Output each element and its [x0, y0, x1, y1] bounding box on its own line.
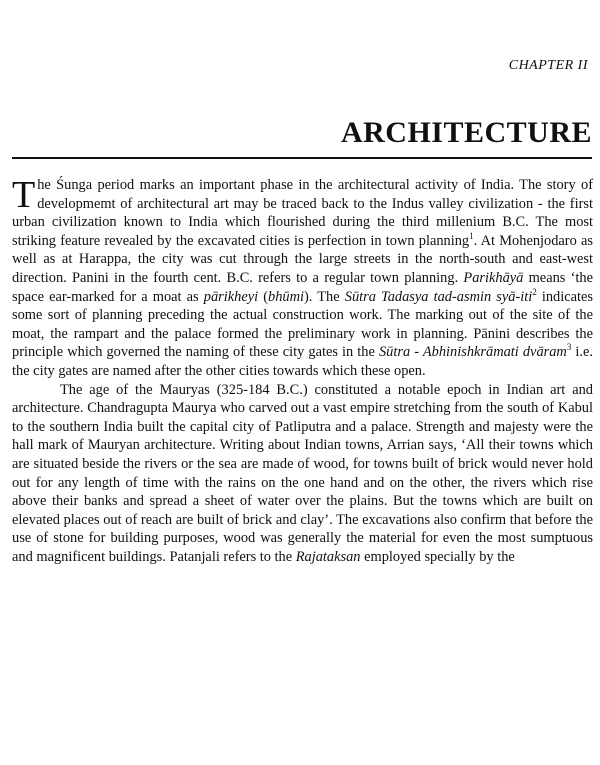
text-run: ( — [258, 288, 269, 305]
title-divider — [12, 157, 592, 159]
text-run: indicates some sort of planning preceding the actual construction work. The marking out of the site of the moat, the rampart and the palace formed the preliminary work in planning. Pānini describes the principle which governed the naming of these city gates in the — [12, 288, 594, 361]
text-run: he Śunga period marks an important phase in the architectural activity of India. The story of developmemt of architectural art may be traced back to the Indus valley civilization - the first urban civilization known to India which flourished during the third millenium B.C. The most striking feature revealed by the excavated cities is perfection in town planning — [12, 177, 593, 249]
italic-term: Parikhāyā — [463, 269, 524, 286]
drop-cap: T — [12, 174, 36, 216]
text-run: employed specially by the — [360, 548, 515, 565]
text-run: . At Mohenjodaro as well as at Harappa, the city was cut through the large streets in the north-south and east-west direction. Panini in the fourth cent. B.C. refers to a regular town planning. — [12, 232, 593, 286]
footnote-marker: 1 — [469, 230, 474, 241]
italic-term: pārikheyi — [203, 288, 259, 305]
paragraph-2 — [12, 381, 593, 567]
text-run: means ‘the space ear-marked for a moat as — [12, 269, 593, 305]
italic-term: Sūtra - Abhinishkrāmati dvāram — [378, 344, 567, 361]
footnote-marker: 3 — [566, 342, 572, 353]
text-run: i.e. the city gates are named after the other cities towards which these open. — [12, 344, 593, 379]
italic-term: Sūtra Tadasya tad-asmin syā-iti — [344, 288, 533, 305]
chapter-title: ARCHITECTURE — [340, 116, 592, 149]
footnote-marker: 2 — [532, 286, 537, 297]
italic-term: Rajataksan — [295, 548, 361, 565]
paragraph-1 — [12, 176, 593, 381]
text-run: The age of the Mauryas (325-184 B.C.) constituted a notable epoch in Indian art and architecture. Chandragupta Maurya who carved out a vast empire stretching from the south of Kabul to the southern India built the capital city of Patliputra and a palace. Strength and majesty were the hall mark of Mauryan architecture. Writing about Indian towns, Arrian says, ‘All their towns which are situated beside the rivers or the sea are made of wood, for towns built of brick would never hold out for any length of time with the rains on the one hand and on the other, the rivers which rise above their banks and spread a sheet of water over the plains. But the towns which are built on elevated places out of reach are built of brick and clay’. The excavations also confirm that before the use of stone for building purposes, wood was generally the material for even the most sumptuous and magnificent buildings. Patanjali refers to the — [12, 381, 593, 565]
text-run: ). The — [304, 288, 345, 305]
chapter-label: CHAPTER II — [508, 58, 588, 73]
body-text — [12, 176, 593, 566]
italic-term: bhūmi — [268, 288, 305, 305]
